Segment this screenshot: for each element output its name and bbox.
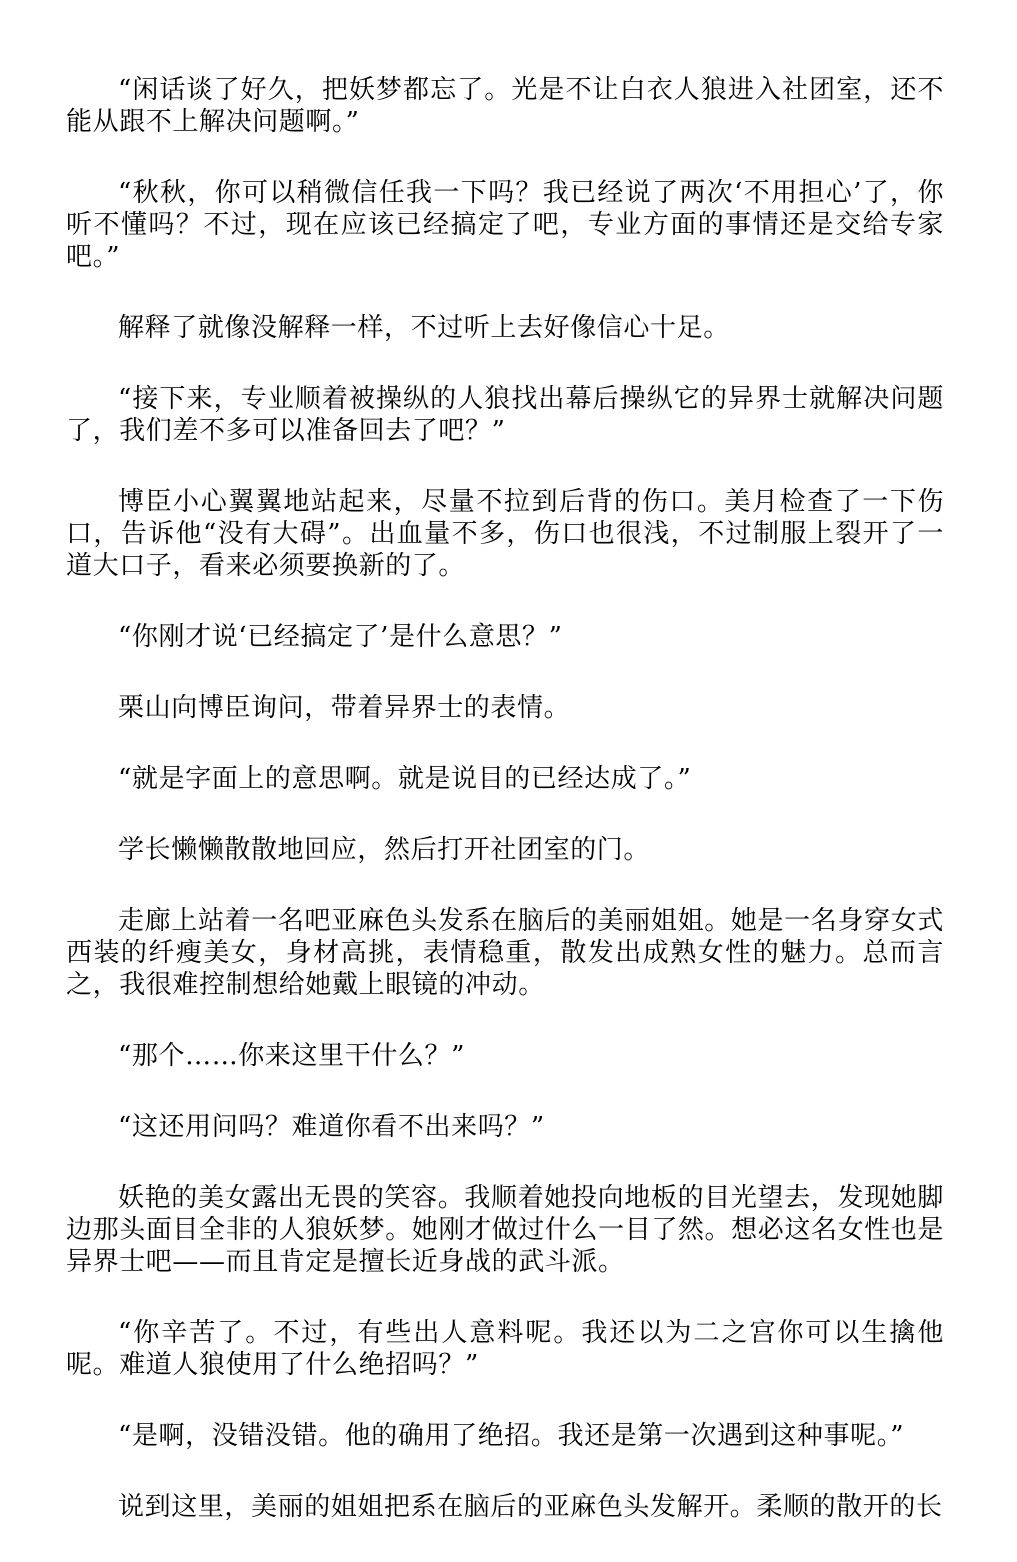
paragraph: 学长懒懒散散地回应，然后打开社团室的门。	[118, 835, 651, 865]
paragraph: 妖艳的美女露出无畏的笑容。我顺着她投向地板的目光望去，发现她脚边那头面目全非的人狼妖梦。她刚才做过什么一目了然。想必这名女性也是异界士吧——而且肯定是擅长近身战的武斗派。	[66, 1183, 944, 1277]
paragraph: 走廊上站着一名吧亚麻色头发系在脑后的美丽姐姐。她是一名身穿女式西装的纤瘦美女，身材高挑，表情稳重，散发出成熟女性的魅力。总而言之，我很难控制想给她戴上眼镜的冲动。	[66, 906, 944, 1000]
paragraph: 说到这里，美丽的姐姐把系在脑后的亚麻色头发解开。柔顺的散开的长	[118, 1492, 943, 1522]
paragraph: 解释了就像没解释一样，不过听上去好像信心十足。	[118, 313, 730, 343]
paragraph: 博臣小心翼翼地站起来，尽量不拉到后背的伤口。美月检查了一下伤口，告诉他“没有大碍”。出血量不多，伤口也很浅，不过制服上裂开了一道大口子，看来必须要换新的了。	[66, 487, 944, 581]
paragraph: “秋秋，你可以稍微信任我一下吗？我已经说了两次‘不用担心’了，你听不懂吗？不过，现在应该已经搞定了吧，专业方面的事情还是交给专家吧。”	[66, 178, 944, 272]
paragraph: “是啊，没错没错。他的确用了绝招。我还是第一次遇到这种事呢。”	[118, 1421, 905, 1451]
paragraph: “那个……你来这里干什么？”	[118, 1041, 465, 1071]
paragraph: “这还用问吗？难道你看不出来吗？”	[118, 1112, 545, 1142]
paragraph: “接下来，专业顺着被操纵的人狼找出幕后操纵它的异界士就解决问题了，我们差不多可以准备回去了吧？”	[66, 384, 944, 446]
paragraph: “就是字面上的意思啊。就是说目的已经达成了。”	[118, 764, 692, 794]
paragraph: 栗山向博臣询问，带着异界士的表情。	[118, 693, 571, 723]
paragraph: “闲话谈了好久，把妖梦都忘了。光是不让白衣人狼进入社团室，还不能从跟不上解决问题啊。”	[66, 75, 944, 137]
paragraph: “你辛苦了。不过，有些出人意料呢。我还以为二之宫你可以生擒他呢。难道人狼使用了什么绝招吗？”	[66, 1318, 944, 1380]
document-page	[66, 74, 944, 1562]
paragraph: “你刚才说‘已经搞定了’是什么意思？”	[118, 622, 563, 652]
